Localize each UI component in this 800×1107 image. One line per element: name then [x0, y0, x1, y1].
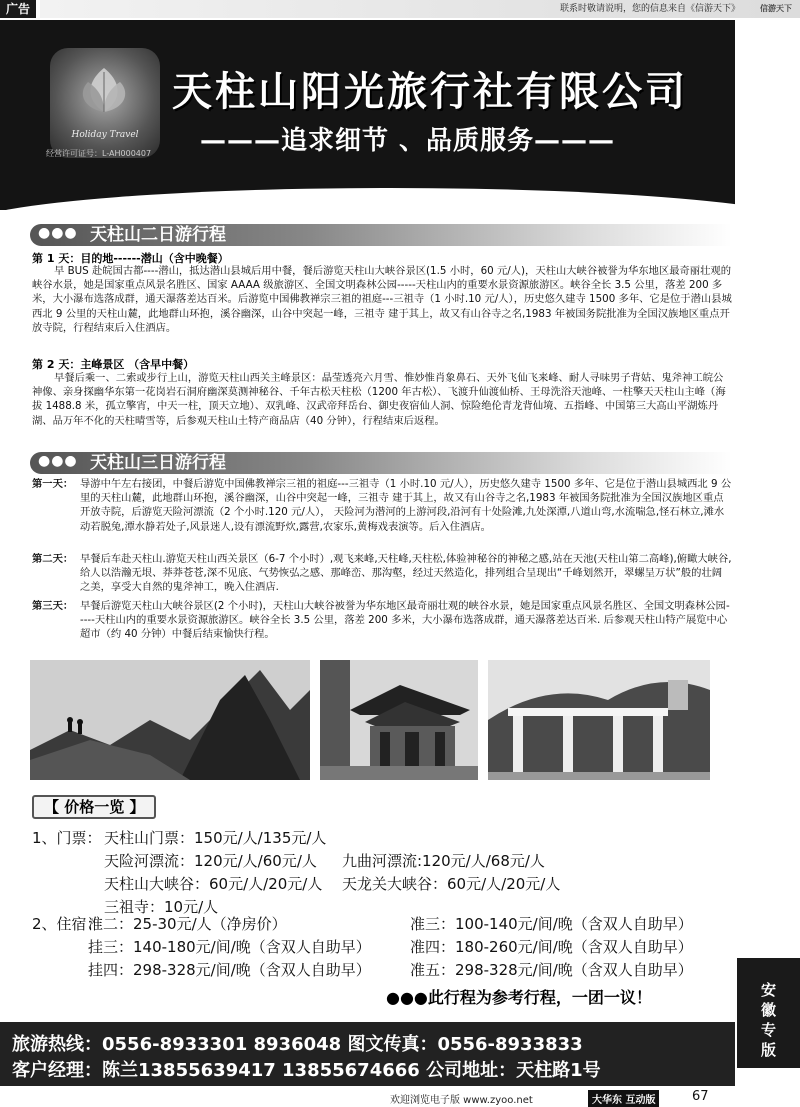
magazine-logo: 信游天下	[760, 4, 792, 13]
website-link[interactable]: 欢迎浏览电子版 www.zyoo.net	[390, 1095, 533, 1106]
itinerary-day2	[32, 552, 732, 602]
price-item: 准五：298-328元/间/晚（含双人自助早）	[410, 961, 693, 979]
day-label: 第三天：	[32, 600, 74, 612]
price-item: 九曲河漂流:120元/人/68元/人	[342, 852, 545, 870]
top-bar	[0, 0, 800, 20]
hotline-row: 旅游热线：0556-8933301 8936048 图文传真：0556-8933833	[12, 1034, 583, 1055]
license-number: 经营许可证号：L-AH000407	[46, 149, 152, 158]
tickets-label: 1、门票：	[32, 829, 102, 847]
price-item: 挂三：140-180元/间/晚（含双人自助早）	[88, 938, 371, 956]
day2-text: 早餐后乘一、二索或步行上山，游览天柱山西关主峰景区：晶莹透亮六月雪、惟妙惟肖象鼻石、天外飞仙飞来峰、耐人寻味男子背姑、鬼斧神工皖公神像、亲身探幽华东第一花岗岩石洞府幽深莫测神秘谷、千年古松天柱松（1200 年古松）、飞渡升仙渡仙桥、王母洗浴天池峰、一柱擎天天柱山主峰（海拔 1488.8 米，孤立擎宵，中天一柱，顶天立地）、双乳峰、汉武帝拜岳台、御史夜宿仙人洞、惊险绝伦青龙背仙境、五指峰、中国第三大高山平湖炼丹湖、品万年不化的天柱晴雪等，后参观天柱山土特产商品店（40 分钟），行程结束后返程。	[32, 372, 726, 427]
company-logo	[50, 48, 160, 158]
bullet-dots: ●●●	[38, 225, 78, 241]
page-number: 67	[692, 1089, 709, 1104]
day1-heading: 第 1 天：目的地------潜山（含中晚餐）	[32, 252, 229, 265]
itinerary-day3	[32, 599, 732, 649]
bullet-dots: ●●●	[38, 453, 78, 469]
edition-badge: 大华东 互动版	[588, 1090, 659, 1107]
section-title: 天柱山二日游行程	[90, 225, 226, 245]
section-bar-three-day	[30, 452, 732, 474]
region-label: 安徽专版	[760, 981, 776, 1059]
section-title: 天柱山三日游行程	[90, 453, 226, 473]
photo-strip	[30, 660, 710, 780]
day-text: 早餐后车赴天柱山.游览天柱山西关景区（6-7 个小时）,观飞来峰,天柱峰,天柱松,体验神秘谷的神秘之感,站在天池(天柱山第二高峰),俯瞰大峡谷,给人以浩瀚无垠、莽莽苍苍,深不见底、气势恢弘之感、那峰峦、那沟壑，经过天然造化，排列组合呈现出“千峰划然开，翠螺呈万状”般的壮阔之美，享受大自然的鬼斧神工，晚入住酒店.	[80, 553, 732, 594]
company-name: 天柱山阳光旅行社有限公司	[172, 69, 688, 115]
hotel-label: 2、住宿：	[32, 915, 102, 933]
price-item: 准三：100-140元/间/晚（含双人自助早）	[410, 915, 693, 933]
top-notice: 联系时敬请说明，您的信息来自《信游天下》	[40, 0, 800, 18]
section-bar-two-day	[30, 224, 732, 246]
contact-footer	[0, 1022, 735, 1086]
price-item: 三祖寺：10元/人	[104, 898, 219, 916]
header-banner	[0, 20, 735, 210]
logo-text: Holiday Travel	[71, 130, 139, 140]
day1-text: 早 BUS 赴皖国古都----潜山，抵达潜山县城后用中餐，餐后游览天柱山大峡谷景区(1.5 小时，60 元/人)，天柱山大峡谷被誉为华东地区最奇丽壮观的峡谷水景，她是国家重点风景名胜区、国家 AAAA 级旅游区、全国文明森林公园-----天柱山内的重要水景资源旅游区。峡谷全长 3.5 公里，落差 200 多米，大小瀑布选落成群，通天瀑落差达百米。后游览中国佛教禅宗三祖的祖庭---三祖寺（1 小时.10 元/人），历史悠久建寺 1500 多年、它是位于潜山县城西北 9 公里的天柱山麓，此地群山环抱，溪谷幽深，山谷中突起一峰，三祖寺 建于其上，故又有山谷寺之名,1983 年被国务院批准为全国汉族地区重点开放寺院，行程结束后入住酒店。	[32, 265, 732, 334]
day-text: 导游中午左右接团，中餐后游览中国佛教禅宗三祖的祖庭---三祖寺（1 小时.10 元/人），历史悠久建寺 1500 多年、它是位于潜山县城西北 9 公里的天柱山麓，此地群山环抱，溪谷幽深，山谷中突起一峰，三祖寺 建于其上，故又有山谷寺之名,1983 年被国务院批准为全国汉族地区重点开放寺院，后游览天险河漂流（2 个小时.120 元/人）， 天险河为潜河的上游河段,沿河有十处险滩,九处深潭,八道山弯,水流喘急,怪石林立,滩水动若脱兔,潭水静若处子,风景迷人,设有漂流野炊,露营,农家乐,黄梅戏表演等。后入住酒店。	[80, 478, 732, 533]
price-item: 天龙关大峡谷：60元/人/20元/人	[342, 875, 561, 893]
day-label: 第一天：	[32, 478, 74, 490]
day-text: 早餐后游览天柱山大峡谷景区(2 个小时)，天柱山大峡谷被誉为华东地区最奇丽壮观的峡谷水景，她是国家重点风景名胜区、全国文明森林公园-----天柱山内的重要水景资源旅游区。峡谷全长 3.5 公里，落差 200 多米，大小瀑布选落成群，通天瀑落差达百米. 后参观天柱山特产展览中心超市（约 40 分钟）中餐后结束愉快行程。	[80, 600, 730, 641]
gate-photo	[488, 660, 710, 780]
ad-tag: 广告	[0, 0, 36, 18]
day2-heading: 第 2 天：主峰景区 （含早中餐）	[32, 358, 195, 371]
header-curve	[0, 188, 735, 210]
mountain-photo	[30, 660, 310, 780]
price-item: 准四：180-260元/间/晚（含双人自助早）	[410, 938, 693, 956]
manager-row: 客户经理：陈兰13855639417 13855674666 公司地址：天柱路1号	[12, 1060, 601, 1081]
page-bottom	[0, 1088, 800, 1107]
price-item: 挂四：298-328元/间/晚（含双人自助早）	[88, 961, 371, 979]
temple-photo	[320, 660, 478, 780]
region-tab	[737, 958, 800, 1068]
day-label: 第二天：	[32, 553, 74, 565]
slogan: ———追求细节 、品质服务———	[200, 126, 616, 156]
price-item: 天柱山大峡谷：60元/人/20元/人	[104, 875, 323, 893]
price-item: 天险河漂流：120元/人/60元/人	[104, 852, 317, 870]
itinerary-day1	[32, 477, 732, 557]
leaf-icon	[78, 64, 130, 116]
reference-note: ●●●此行程为参考行程，一团一议！	[386, 988, 652, 1007]
price-heading: 【 价格一览 】	[32, 795, 156, 819]
price-item: 准二：25-30元/人（净房价）	[88, 915, 287, 933]
price-item: 天柱山门票：150元/人/135元/人	[104, 829, 327, 847]
